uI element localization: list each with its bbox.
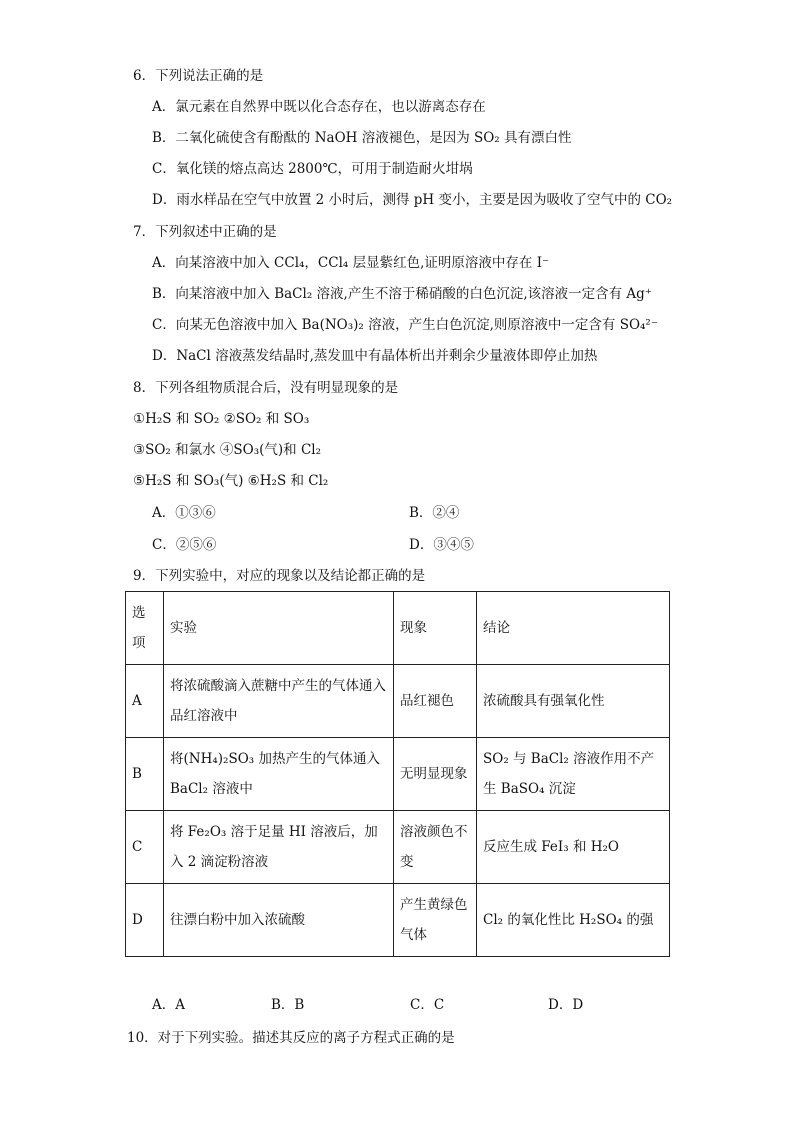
row-label: B — [126, 738, 164, 811]
question-7-stem: 7．下列叙述中正确的是 — [133, 224, 277, 240]
conclusion-cell: 反应生成 FeI₃ 和 H₂O — [477, 811, 670, 884]
question-8-option-b: B．②④ — [409, 505, 460, 521]
phenomenon-cell: 无明显现象 — [394, 738, 477, 811]
question-6-option-d: D．雨水样品在空气中放置 2 小时后，测得 pH 变小，主要是因为吸收了空气中的 CO₂ — [152, 192, 673, 208]
table-row — [126, 665, 670, 738]
header-experiment: 实验 — [164, 592, 394, 665]
experiment-cell: 将 Fe₂O₃ 溶于足量 HI 溶液后，加入 2 滴淀粉溶液 — [164, 811, 394, 884]
question-7-option-a: A．向某溶液中加入 CCl₄，CCl₄ 层显紫红色,证明原溶液中存在 I⁻ — [152, 255, 550, 271]
experiment-cell: 将浓硫酸滴入蔗糖中产生的气体通入品红溶液中 — [164, 665, 394, 738]
question-8-item-row-1: ①H₂S 和 SO₂ ②SO₂ 和 SO₃ — [133, 411, 310, 427]
phenomenon-cell: 品红褪色 — [394, 665, 477, 738]
question-9-stem: 9．下列实验中，对应的现象以及结论都正确的是 — [133, 568, 426, 584]
question-9-option-c: C．C — [410, 997, 445, 1013]
header-conclusion: 结论 — [477, 592, 670, 665]
conclusion-cell: SO₂ 与 BaCl₂ 溶液作用不产生 BaSO₄ 沉淀 — [477, 738, 670, 811]
question-6-option-b: B．二氧化硫使含有酚酞的 NaOH 溶液褪色，是因为 SO₂ 具有漂白性 — [152, 130, 572, 146]
question-8-item-row-3: ⑤H₂S 和 SO₃(气) ⑥H₂S 和 Cl₂ — [133, 473, 329, 489]
row-label: A — [126, 665, 164, 738]
phenomenon-cell: 溶液颜色不变 — [394, 811, 477, 884]
question-6-option-a: A．氯元素在自然界中既以化合态存在，也以游离态存在 — [152, 99, 486, 115]
table-row — [126, 884, 670, 957]
question-8-option-a: A．①③⑥ — [152, 505, 216, 521]
question-9-option-d: D．D — [548, 997, 584, 1013]
question-7-option-c: C．向某无色溶液中加入 Ba(NO₃)₂ 溶液，产生白色沉淀,则原溶液中一定含有 SO₄²⁻ — [152, 317, 658, 333]
question-9-option-b: B．B — [271, 997, 305, 1013]
header-phenomenon: 现象 — [394, 592, 477, 665]
phenomenon-cell: 产生黄绿色气体 — [394, 884, 477, 957]
conclusion-cell: 浓硫酸具有强氧化性 — [477, 665, 670, 738]
question-8-stem: 8．下列各组物质混合后，没有明显现象的是 — [133, 380, 399, 396]
question-7-option-d: D．NaCl 溶液蒸发结晶时,蒸发皿中有晶体析出并剩余少量液体即停止加热 — [152, 348, 598, 364]
question-8-item-row-2: ③SO₂ 和氯水 ④SO₃(气)和 Cl₂ — [133, 442, 322, 458]
experiment-cell: 往漂白粉中加入浓硫酸 — [164, 884, 394, 957]
experiment-table — [125, 591, 670, 957]
question-7-option-b: B．向某溶液中加入 BaCl₂ 溶液,产生不溶于稀硝酸的白色沉淀,该溶液一定含有 Ag⁺ — [152, 286, 652, 302]
row-label: D — [126, 884, 164, 957]
table-row — [126, 738, 670, 811]
row-label: C — [126, 811, 164, 884]
question-10-stem: 10．对于下列实验。描述其反应的离子方程式正确的是 — [127, 1030, 455, 1046]
question-6-option-c: C．氧化镁的熔点高达 2800℃，可用于制造耐火坩埚 — [152, 161, 473, 177]
question-8-option-d: D．③④⑤ — [409, 537, 474, 553]
experiment-cell: 将(NH₄)₂SO₃ 加热产生的气体通入 BaCl₂ 溶液中 — [164, 738, 394, 811]
question-9-option-a: A．A — [152, 997, 185, 1013]
header-option: 选项 — [126, 592, 164, 665]
conclusion-cell: Cl₂ 的氧化性比 H₂SO₄ 的强 — [477, 884, 670, 957]
question-6-stem: 6．下列说法正确的是 — [133, 68, 264, 84]
table-row — [126, 811, 670, 884]
table-header-row — [126, 592, 670, 665]
question-8-option-c: C．②⑤⑥ — [152, 537, 217, 553]
